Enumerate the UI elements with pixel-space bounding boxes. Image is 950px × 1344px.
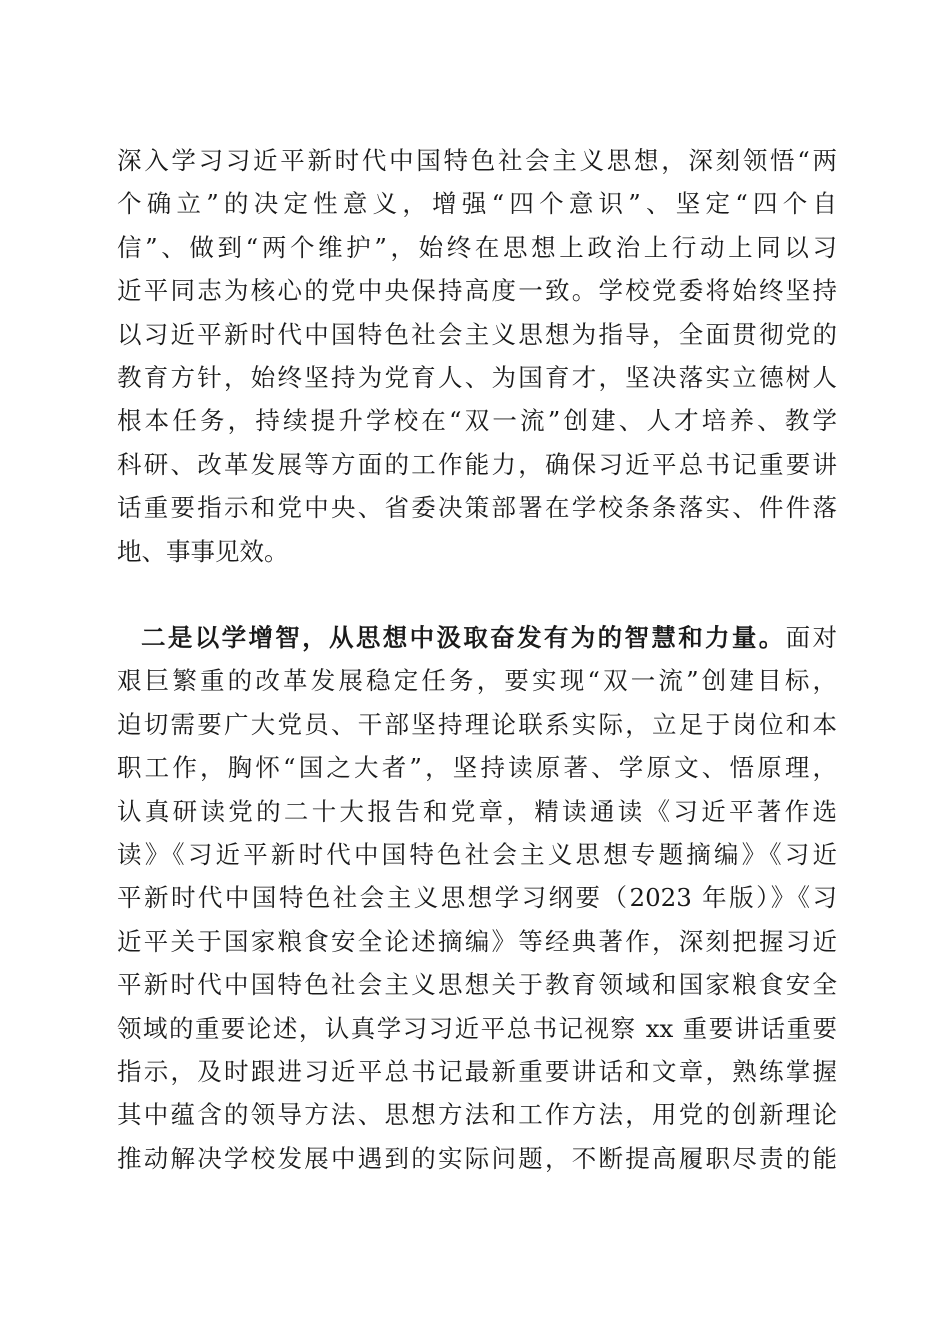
paragraph-line: 深入学习习近平新时代中国特色社会主义思想，深刻领悟“两 <box>117 146 837 175</box>
paragraph-1 <box>117 139 837 573</box>
paragraph-line: 平新时代中国特色社会主义思想学习纲要（2023 年版）》《习 <box>117 883 837 913</box>
paragraph-line: 话重要指示和党中央、省委决策部署在学校条条落实、件件落 <box>117 493 837 523</box>
paragraph-line: 地、事事见效。 <box>117 536 289 566</box>
paragraph-heading: 二是以学增智，从思想中汲取奋发有为的智慧和力量。 <box>141 623 786 652</box>
paragraph-first-line <box>117 616 837 659</box>
paragraph-line: 信”、做到“两个维护”，始终在思想上政治上行动上同以习 <box>117 232 837 262</box>
paragraph-line: 领域的重要论述，认真学习习近平总书记视察 xx 重要讲话重要 <box>117 1013 837 1043</box>
paragraph-line-rest: 面对 <box>785 623 838 652</box>
paragraph-line: 艰巨繁重的改革发展稳定任务，要实现“双一流”创建目标， <box>117 666 837 696</box>
paragraph-line: 其中蕴含的领导方法、思想方法和工作方法，用党的创新理论 <box>117 1100 837 1130</box>
paragraph-line: 推动解决学校发展中遇到的实际问题，不断提高履职尽责的能 <box>117 1143 837 1173</box>
paragraph-line: 职工作，胸怀“国之大者”，坚持读原著、学原文、悟原理， <box>117 753 837 783</box>
paragraph-line: 认真研读党的二十大报告和党章，精读通读《习近平著作选 <box>117 796 837 826</box>
paragraph-line: 根本任务，持续提升学校在“双一流”创建、人才培养、教学 <box>117 406 837 436</box>
paragraph-line: 读》《习近平新时代中国特色社会主义思想专题摘编》《习近 <box>117 839 837 869</box>
paragraph-line: 科研、改革发展等方面的工作能力，确保习近平总书记重要讲 <box>117 449 837 479</box>
paragraph-line: 近平关于国家粮食安全论述摘编》等经典著作，深刻把握习近 <box>117 926 837 956</box>
paragraph-line: 指示，及时跟进习近平总书记最新重要讲话和文章，熟练掌握 <box>117 1056 837 1086</box>
paragraph-line: 平新时代中国特色社会主义思想关于教育领域和国家粮食安全 <box>117 970 837 1000</box>
paragraph-line: 个确立”的决定性意义，增强“四个意识”、坚定“四个自 <box>117 189 837 219</box>
paragraph-line: 教育方针，始终坚持为党育人、为国育才，坚决落实立德树人 <box>117 362 837 392</box>
paragraph-line: 近平同志为核心的党中央保持高度一致。学校党委将始终坚持 <box>117 276 837 306</box>
paragraph-2 <box>117 616 837 1180</box>
paragraph-line: 以习近平新时代中国特色社会主义思想为指导，全面贯彻党的 <box>117 319 837 349</box>
paragraph-line: 迫切需要广大党员、干部坚持理论联系实际，立足于岗位和本 <box>117 709 837 739</box>
